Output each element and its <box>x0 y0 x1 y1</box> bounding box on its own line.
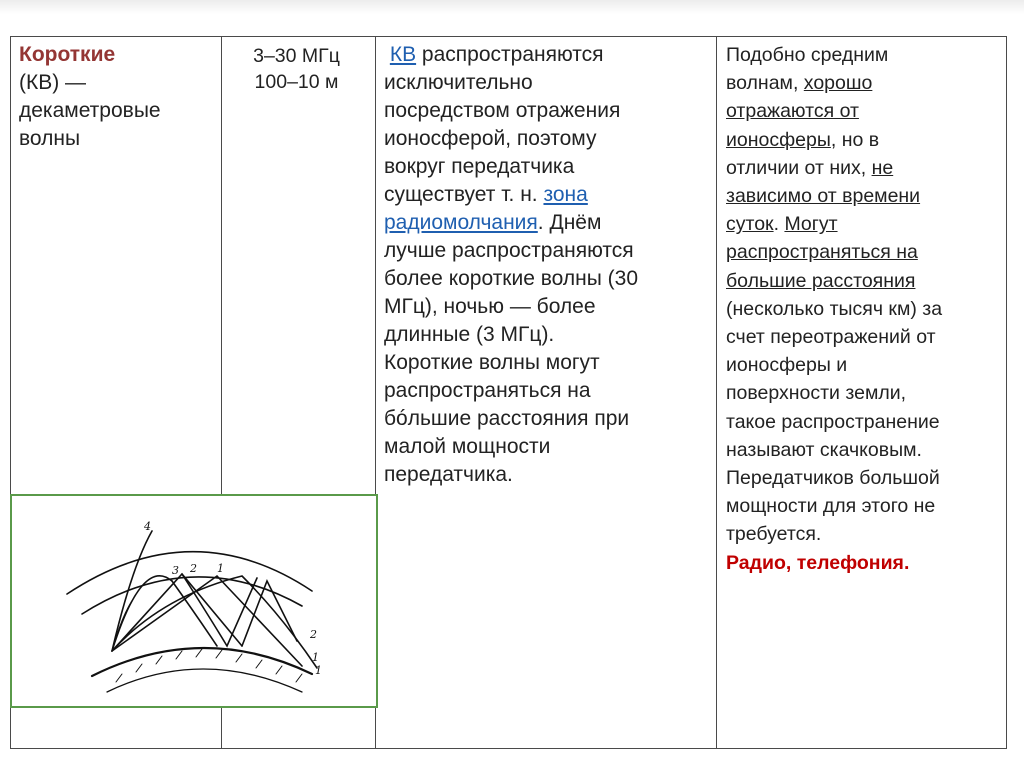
top-shadow <box>0 0 1024 14</box>
ray-1b <box>112 576 317 668</box>
band-abbr: (КВ) — <box>19 71 87 94</box>
feat-line-10: (несколько тысяч км) за <box>726 297 943 320</box>
earth-inner-arc <box>107 669 302 692</box>
band-line-3: волны <box>19 127 81 150</box>
propagation-diagram <box>10 494 378 708</box>
silence-zone-link-2[interactable]: радиомолчания <box>384 211 538 234</box>
feat-line-17: мощности для этого не <box>726 495 936 518</box>
kv-link[interactable]: КВ <box>389 43 417 66</box>
ray-label-3: 3 <box>172 564 179 577</box>
prop-line-2: исключительно <box>384 71 533 94</box>
feat-line-7a: суток <box>726 213 774 236</box>
feat-line-2a: волнам, <box>726 72 804 95</box>
prop-line-8: лучше распространяются <box>384 239 634 262</box>
feat-line-6: зависимо от времени <box>726 185 921 208</box>
feat-line-7b: . <box>773 213 785 236</box>
feat-line-1: Подобно средним <box>726 44 889 66</box>
ray-label-2: 2 <box>190 562 197 575</box>
feat-line-5b: не <box>871 156 894 179</box>
prop-line-10: МГц), ночью — более <box>384 295 596 318</box>
prop-line-1: распространяются <box>416 43 604 66</box>
prop-line-16: передатчика. <box>384 463 513 486</box>
frequency-range: 3–30 МГц <box>253 45 340 67</box>
feat-line-12: ионосферы и <box>726 354 848 377</box>
ray-label-1: 1 <box>217 562 224 575</box>
feat-line-13: поверхности земли, <box>726 382 907 405</box>
ray-3b <box>172 581 217 646</box>
ray-label-1b: 1 <box>312 651 319 664</box>
band-line-2: декаметровые <box>19 99 161 122</box>
feat-line-8: распространяться на <box>726 241 918 264</box>
feat-line-3: отражаются от <box>726 100 859 123</box>
wavelength-range: 100–10 м <box>254 71 339 93</box>
prop-line-7: . Днём <box>537 211 602 234</box>
prop-line-3: посредством отражения <box>384 99 621 122</box>
feat-line-9: большие расстояния <box>726 269 916 292</box>
feat-line-4a: ионосферы <box>726 128 831 151</box>
feat-line-7c: Могут <box>784 213 838 236</box>
prop-line-14: бóльшие расстояния при <box>384 407 630 430</box>
prop-line-15: малой мощности <box>384 435 551 458</box>
earth-surface-arc <box>92 648 312 676</box>
feat-line-16: Передатчиков большой <box>726 467 940 490</box>
feat-line-18: требуется. <box>726 523 822 546</box>
features-cell <box>717 37 1007 749</box>
prop-line-12: Короткие волны могут <box>384 351 600 374</box>
ray-1a <box>112 576 302 666</box>
prop-line-9: более короткие волны (30 <box>384 267 639 290</box>
feat-line-5a: отличии от них, <box>726 156 872 179</box>
ray-label-4: 4 <box>144 520 151 533</box>
propagation-diagram-svg <box>12 496 376 706</box>
band-name: Короткие <box>19 43 116 66</box>
feat-line-15: называют скачковым. <box>726 438 922 461</box>
feat-line-2b: хорошо <box>803 72 873 95</box>
ray-label-2b: 2 <box>310 628 317 641</box>
prop-line-5: вокруг передатчика <box>384 155 575 178</box>
prop-line-6: существует т. н. <box>384 183 544 206</box>
ray-label-1c: 1 <box>315 664 322 677</box>
propagation-cell <box>376 37 717 749</box>
prop-line-13: распространяться на <box>384 379 591 402</box>
feat-line-14: такое распространение <box>726 410 940 433</box>
applications-text: Радио, телефония. <box>726 551 910 574</box>
prop-line-4: ионосферой, поэтому <box>384 127 597 150</box>
feat-line-11: счет переотражений от <box>726 326 936 349</box>
prop-line-11: длинные (3 МГц). <box>384 323 555 346</box>
silence-zone-link-1[interactable]: зона <box>543 183 588 206</box>
feat-line-4b: , но в <box>830 128 880 151</box>
